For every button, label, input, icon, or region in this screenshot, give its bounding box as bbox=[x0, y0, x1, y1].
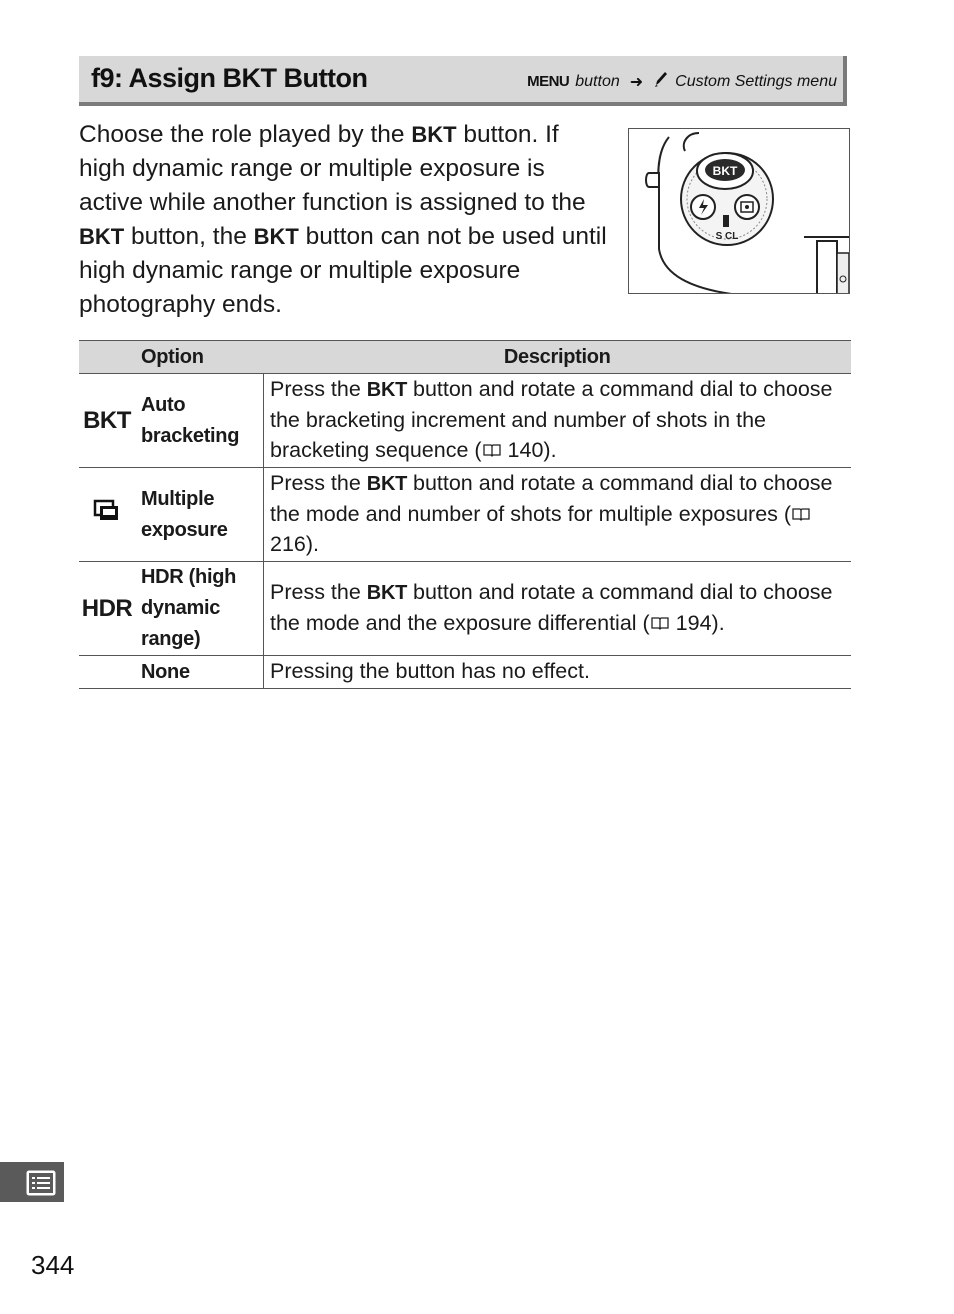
menu-list-icon bbox=[26, 1170, 56, 1201]
intro-text: button can not be used until high dynamic range or multiple exposure photography ends. bbox=[79, 223, 607, 318]
option-name: Multiple exposure bbox=[135, 468, 264, 562]
empty-icon-cell bbox=[79, 656, 135, 689]
table-row bbox=[79, 656, 851, 689]
menu-key-label: MENU bbox=[527, 73, 570, 90]
option-description bbox=[264, 374, 852, 468]
menu-path bbox=[527, 70, 837, 93]
book-icon bbox=[482, 438, 502, 462]
table-row bbox=[79, 562, 851, 656]
arrow-icon: ➜ bbox=[629, 73, 644, 91]
intro-text: Choose the role played by the bbox=[79, 121, 412, 148]
intro-text: button. If high dynamic range or multiple exposure is active while another function is assigned to the bbox=[79, 121, 586, 216]
description-text: ). bbox=[305, 532, 320, 556]
pencil-icon bbox=[653, 70, 669, 93]
page-number: 344 bbox=[31, 1250, 75, 1280]
bkt-label: BKT bbox=[366, 379, 408, 401]
table-header-row bbox=[79, 341, 851, 374]
book-icon bbox=[791, 502, 811, 526]
description-text: button and rotate a command dial to choose the bracketing increment and number of shots in the bracketing sequence ( bbox=[270, 377, 833, 462]
description-text: ). bbox=[543, 438, 557, 462]
page-reference: 216 bbox=[270, 532, 306, 556]
page-reference: 140 bbox=[507, 438, 544, 462]
option-description bbox=[264, 562, 852, 656]
option-description: Pressing the button has no effect. bbox=[264, 656, 852, 689]
table-row bbox=[79, 374, 851, 468]
camera-illustration bbox=[628, 128, 850, 294]
description-text: Press the bbox=[270, 580, 367, 604]
page-reference: 194 bbox=[675, 611, 712, 635]
description-text: Press the bbox=[270, 471, 367, 495]
table-row bbox=[79, 468, 851, 562]
hdr-icon: HDR bbox=[79, 562, 135, 656]
page-title: f9: Assign BKT Button bbox=[91, 63, 368, 93]
description-text: button and rotate a command dial to choose the mode and number of shots for multiple exposures ( bbox=[270, 471, 833, 526]
description-text: Press the bbox=[270, 377, 367, 401]
description-column-header: Description bbox=[264, 341, 852, 374]
bkt-label: BKT bbox=[411, 122, 457, 147]
option-name: HDR (high dynamic range) bbox=[135, 562, 264, 656]
option-name: None bbox=[135, 656, 264, 689]
bkt-button-label: BKT bbox=[712, 164, 738, 178]
description-text: ). bbox=[711, 611, 725, 635]
intro-paragraph bbox=[79, 118, 609, 322]
bkt-label: BKT bbox=[366, 473, 408, 495]
dial-letters: S CL bbox=[715, 231, 739, 242]
menu-path-button-text: button bbox=[575, 72, 620, 90]
book-icon bbox=[650, 611, 670, 635]
options-table bbox=[79, 340, 851, 689]
option-column-header: Option bbox=[79, 341, 264, 374]
section-header bbox=[79, 56, 847, 106]
option-description bbox=[264, 468, 852, 562]
bkt-icon: BKT bbox=[79, 374, 135, 468]
bkt-label: BKT bbox=[79, 224, 125, 249]
section-tab bbox=[0, 1162, 64, 1202]
menu-path-menu-text: Custom Settings menu bbox=[675, 72, 837, 90]
option-name: Auto bracketing bbox=[135, 374, 264, 468]
bkt-label: BKT bbox=[253, 224, 299, 249]
multiple-exposure-icon bbox=[79, 468, 135, 562]
bkt-label: BKT bbox=[366, 582, 408, 604]
intro-text: button, the bbox=[124, 223, 254, 250]
description-text: button and rotate a command dial to choose the mode and the exposure differential ( bbox=[270, 580, 833, 635]
